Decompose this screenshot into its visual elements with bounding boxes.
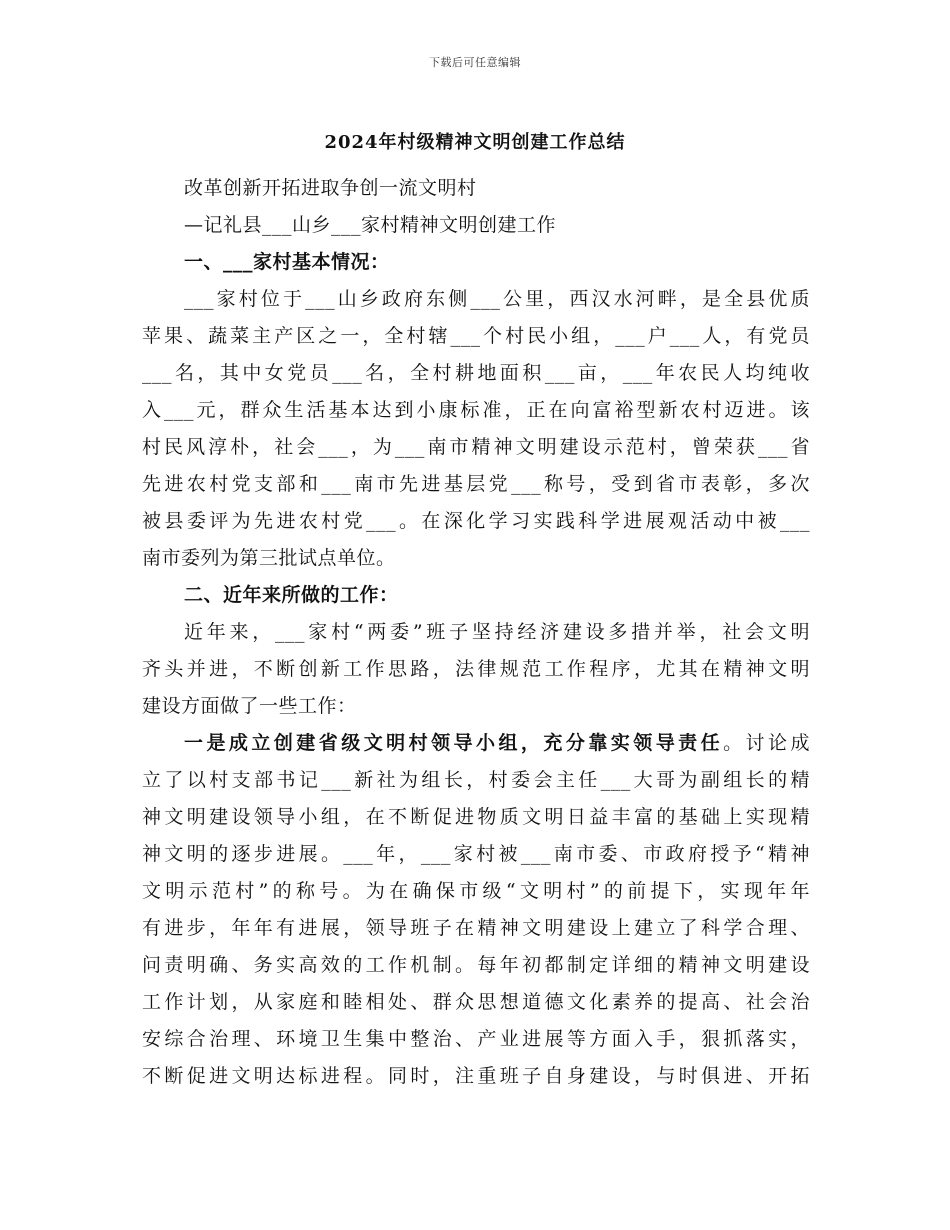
point-1-lead: 一是成立创建省级文明村领导小组，充分靠实领导责任 [184,732,724,754]
subtitle-line-1: 改革创新开拓进取争创一流文明村 [184,177,477,199]
paragraph-line: 苹果、蔬菜主产区之一，全村辖___个村民小组，___户___人，有党员 [142,325,810,347]
paragraph-line: 被县委评为先进农村党___。在深化学习实践科学进展观活动中被___ [142,510,810,532]
paragraph-line: 村民风淳朴，社会___，为___南市精神文明建设示范村，曾荣获___省 [142,436,810,458]
paragraph-line: ___名，其中女党员___名，全村耕地面积___亩，___年农民人均纯收 [142,362,810,384]
paragraph-line: 文明示范村”的称号。为在确保市级“文明村”的前提下，实现年年 [142,880,810,902]
paragraph-line: 南市委列为第三批试点单位。 [142,547,396,569]
paragraph-line: ___家村位于___山乡政府东侧___公里，西汉水河畔，是全县优质 [184,288,810,310]
section-1-heading: 一、___家村基本情况： [184,251,390,273]
paragraph-line: 齐头并进，不断创新工作思路，法律规范工作程序，尤其在精神文明 [142,658,810,680]
paragraph-line: 有进步，年年有进展，领导班子在精神文明建设上建立了科学合理、 [142,917,810,939]
point-1-first-tail: 。讨论成 [723,732,810,754]
header-note: 下载后可任意编辑 [429,56,521,69]
paragraph-line: 工作计划，从家庭和睦相处、群众思想道德文化素养的提高、社会治 [142,991,810,1013]
section-2-heading: 二、近年来所做的工作： [184,584,399,606]
subtitle-line-2: —记礼县___山乡___家村精神文明创建工作 [184,214,557,236]
point-1-first-line [142,725,810,762]
paragraph-line: 问责明确、务实高效的工作机制。每年初都制定详细的精神文明建设 [142,954,810,976]
paragraph-line: 立了以村支部书记___新社为组长，村委会主任___大哥为副组长的精 [142,769,810,791]
paragraph-line: 不断促进文明达标进程。同时，注重班子自身建设，与时俱进、开拓 [142,1065,810,1087]
paragraph-line: 先进农村党支部和___南市先进基层党___称号，受到省市表彰，多次 [142,473,810,495]
paragraph-line: 近年来，___家村“两委”班子坚持经济建设多措并举，社会文明 [184,621,810,643]
document-body [142,170,810,1095]
document-title: 2024年村级精神文明创建工作总结 [324,132,626,153]
paragraph-line: 安综合治理、环境卫生集中整治、产业进展等方面入手，狠抓落实， [142,1028,810,1050]
paragraph-line: 建设方面做了一些工作： [142,695,357,717]
paragraph-line: 入___元，群众生活基本达到小康标准，正在向富裕型新农村迈进。该 [142,399,810,421]
paragraph-line: 神文明建设领导小组，在不断促进物质文明日益丰富的基础上实现精 [142,806,810,828]
paragraph-line: 神文明的逐步进展。___年，___家村被___南市委、市政府授予“精神 [142,843,810,865]
